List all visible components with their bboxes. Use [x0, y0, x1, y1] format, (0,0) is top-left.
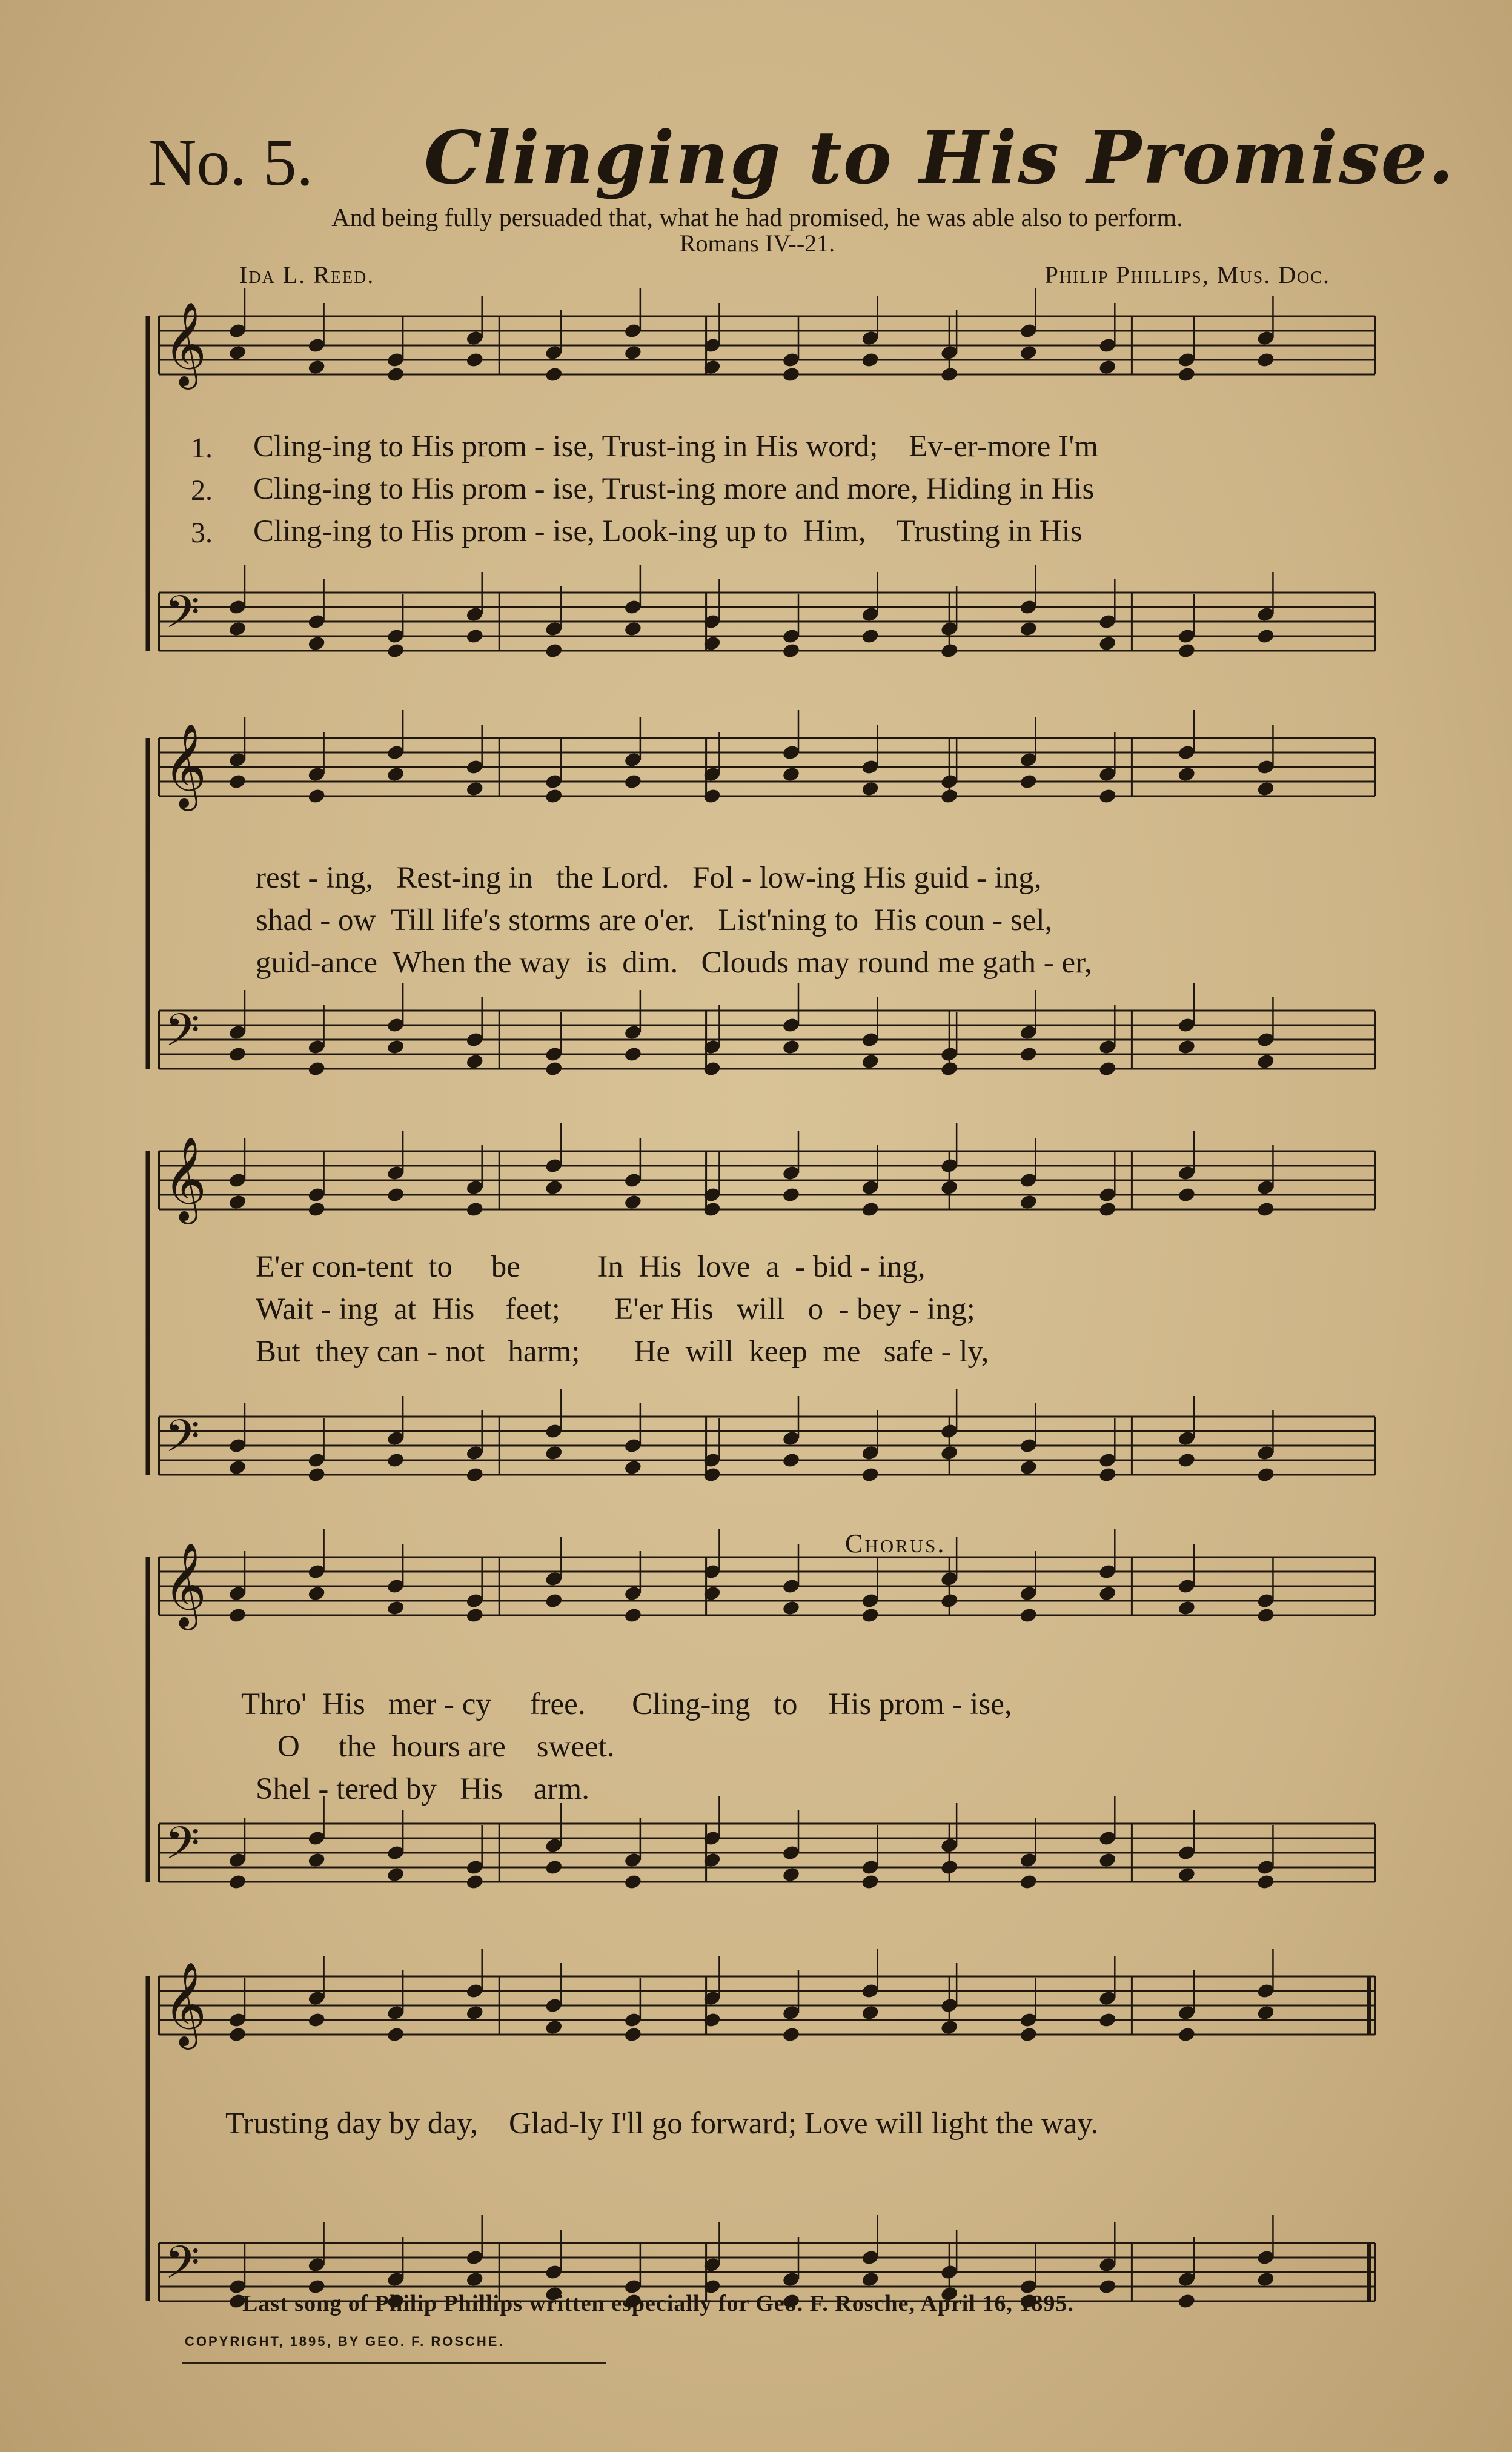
- svg-text:𝄞: 𝄞: [164, 1137, 207, 1221]
- svg-text:𝄞: 𝄞: [164, 1962, 207, 2046]
- svg-text:𝄢: 𝄢: [165, 1004, 200, 1068]
- footer-note: Last song of Philip Phillips written especially for Geo. F. Rosche, April 16, 1895.: [242, 2291, 1074, 2316]
- lyric-line: Thro' His mer - cy free. Cling-ing to His prom - ise,: [241, 1687, 1012, 1721]
- page-title: Clinging to His Promise.: [424, 115, 1455, 201]
- divider: [182, 2362, 606, 2364]
- epigraph: And being fully persuaded that, what he had promised, he was able also to perform.: [331, 204, 1183, 232]
- lyric-line: E'er con-tent to be In His love a - bid - ing,: [256, 1250, 926, 1284]
- svg-text:𝄞: 𝄞: [164, 1543, 207, 1627]
- composer: Philip Phillips, Mus. Doc.: [1044, 261, 1330, 288]
- svg-text:𝄢: 𝄢: [165, 1817, 200, 1881]
- lyric-line: Shel - tered by His arm.: [256, 1772, 589, 1806]
- svg-text:𝄞: 𝄞: [164, 302, 207, 386]
- verse-number: 2.: [191, 474, 213, 507]
- lyric-line: Cling-ing to His prom - ise, Trust-ing more and more, Hiding in His: [253, 472, 1095, 506]
- lyric-line: But they can - not harm; He will keep me safe - ly,: [256, 1335, 989, 1369]
- lyric-line: rest - ing, Rest-ing in the Lord. Fol - low-ing His guid - ing,: [256, 861, 1042, 895]
- page-title-number: No. 5.: [148, 125, 313, 199]
- lyric-line: Cling-ing to His prom - ise, Look-ing up to Him, Trusting in His: [253, 514, 1083, 548]
- svg-text:𝄢: 𝄢: [165, 2236, 200, 2300]
- lyric-line: Cling-ing to His prom - ise, Trust-ing in His word; Ev-er-more I'm: [253, 430, 1099, 463]
- svg-text:𝄢: 𝄢: [165, 586, 200, 650]
- copyright: COPYRIGHT, 1895, BY GEO. F. ROSCHE.: [185, 2334, 505, 2349]
- verse-number: 1.: [191, 432, 213, 464]
- lyric-line: Wait - ing at His feet; E'er His will o - bey - ing;: [256, 1292, 975, 1326]
- scripture-reference: Romans IV--21.: [679, 230, 835, 257]
- svg-text:𝄢: 𝄢: [165, 1410, 200, 1474]
- lyric-line: O the hours are sweet.: [277, 1730, 615, 1764]
- verse-number: 3.: [191, 517, 213, 549]
- chorus-label: Chorus.: [845, 1529, 946, 1558]
- author: Ida L. Reed.: [239, 261, 375, 288]
- lyric-line: guid-ance When the way is dim. Clouds may round me gath - er,: [256, 946, 1092, 980]
- lyric-line: Trusting day by day, Glad-ly I'll go forward; Love will light the way.: [225, 2107, 1099, 2141]
- svg-text:𝄞: 𝄞: [164, 723, 207, 808]
- lyric-line: shad - ow Till life's storms are o'er. List'ning to His coun - sel,: [256, 903, 1053, 937]
